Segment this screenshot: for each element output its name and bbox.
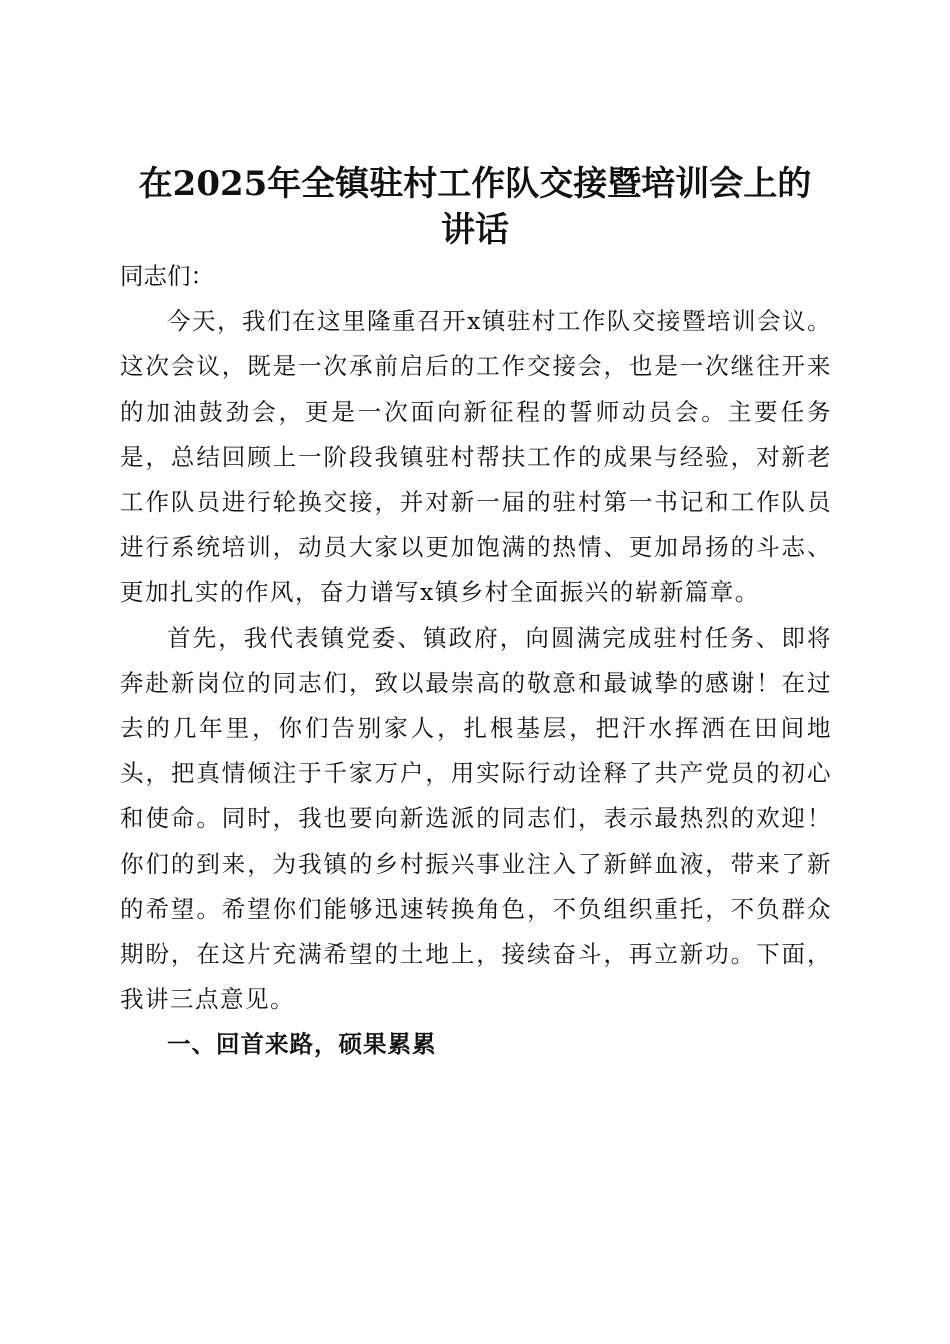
paragraph-gratitude: 首先，我代表镇党委、镇政府，向圆满完成驻村任务、即将奔赴新岗位的同志们，致以最崇高的敬意和最诚挚的感谢！在过去的几年里，你们告别家人，扎根基层，把汗水挥洒在田间地头，把真情倾注于千家万户，用实际行动诠释了共产党员的初心和使命。同时，我也要向新选派的同志们，表示最热烈的欢迎！你们的到来，为我镇的乡村振兴事业注入了新鲜血液，带来了新的希望。希望你们能够迅速转换角色，不负组织重托，不负群众期盼，在这片充满希望的土地上，接续奋斗，再立新功。下面，我讲三点意见。 — [120, 623, 832, 1014]
paragraph-opening: 今天，我们在这里隆重召开x镇驻村工作队交接暨培训会议。这次会议，既是一次承前启后的工作交接会，也是一次继往开来的加油鼓劲会，更是一次面向新征程的誓师动员会。主要任务是，总结回顾上一阶段我镇驻村帮扶工作的成果与经验，对新老工作队员进行轮换交接，并对新一届的驻村第一书记和工作队员进行系统培训，动员大家以更加饱满的热情、更加昂扬的斗志、更加扎实的作风，奋力谱写x镇乡村全面振兴的崭新篇章。 — [120, 307, 832, 607]
document-body — [120, 254, 832, 1068]
document-title-line-1: 在2025年全镇驻村工作队交接暨培训会上的 — [138, 163, 812, 204]
salutation: 同志们： — [120, 262, 214, 290]
section-heading-1: 一、回首来路，硕果累累 — [167, 1030, 437, 1059]
document-title-line-2: 讲话 — [441, 209, 509, 250]
document-title — [110, 161, 840, 253]
